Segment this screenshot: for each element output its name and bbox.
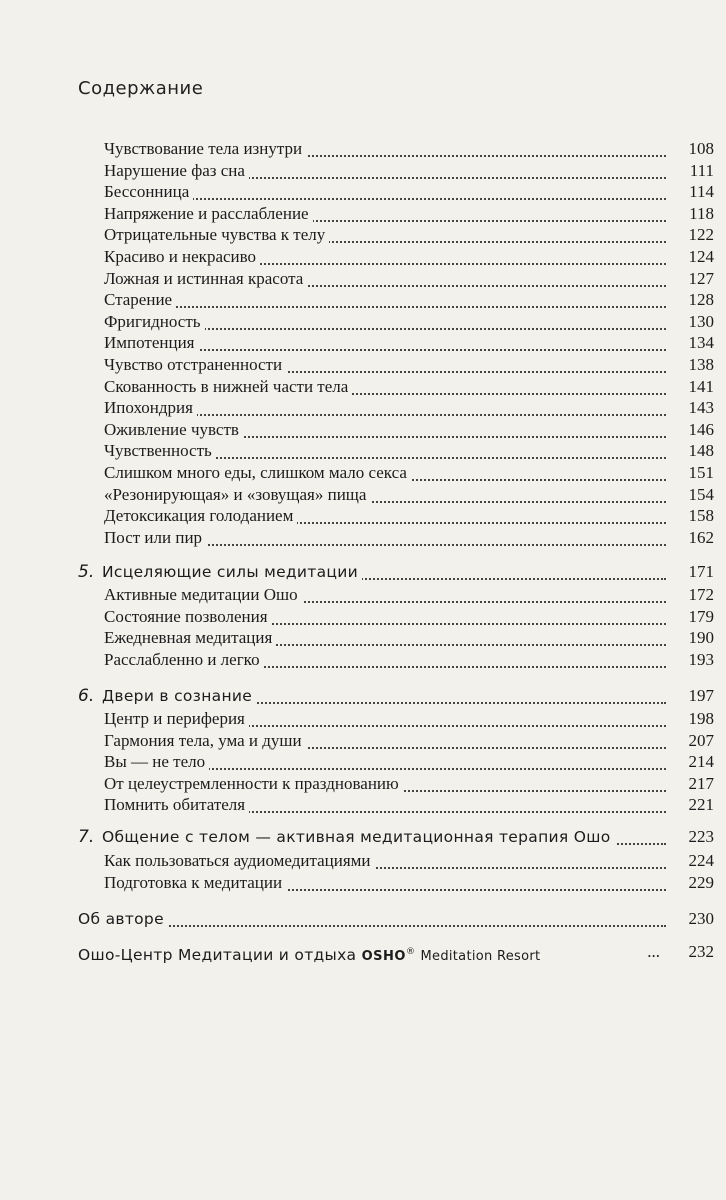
chapter-title: Общение с телом — активная медитационная терапия Ошо: [102, 826, 615, 848]
toc-entry[interactable]: [0, 794, 726, 816]
page-number: 230: [668, 908, 714, 930]
page-number: 134: [668, 332, 714, 354]
entry-title: Активные медитации Ошо: [104, 584, 302, 606]
entry-title: Детоксикация голоданием: [104, 505, 297, 527]
page-number: 127: [668, 268, 714, 290]
page-number: 128: [668, 289, 714, 311]
page-number: 179: [668, 606, 714, 628]
registered-mark: ®: [405, 947, 416, 957]
entry-title: Старение: [104, 289, 176, 311]
entry-title: Скованность в нижней части тела: [104, 376, 352, 398]
entry-title: От целеустремленности к празднованию: [104, 773, 403, 795]
entry-title: Ежедневная медитация: [104, 627, 276, 649]
entry-title: Помнить обитателя: [104, 794, 249, 816]
page-number: 224: [668, 850, 714, 872]
entry-title: Пост или пир: [104, 527, 206, 549]
entry-title: Гармония тела, ума и души: [104, 730, 306, 752]
toc-entry-resort[interactable]: [0, 941, 726, 963]
entry-title: Подготовка к медитации: [104, 872, 286, 894]
page-number: 143: [668, 397, 714, 419]
entry-title: Ложная и истинная красота: [104, 268, 307, 290]
entry-title: Расслабленно и легко: [104, 649, 264, 671]
chapter-number: 6.: [78, 686, 95, 706]
page-number: 207: [668, 730, 714, 752]
entry-title: Отрицательные чувства к телу: [104, 224, 329, 246]
osho-brand: OSHO: [361, 949, 406, 965]
chapter-title: Исцеляющие силы медитации: [102, 561, 362, 583]
page-number: 148: [668, 440, 714, 462]
page-number: 214: [668, 751, 714, 773]
entry-title: Чувство отстраненности: [104, 354, 286, 376]
page-number: 124: [668, 246, 714, 268]
page-number: 172: [668, 584, 714, 606]
page-number: 151: [668, 462, 714, 484]
toc-entry[interactable]: [0, 527, 726, 549]
entry-title: Импотенция: [104, 332, 199, 354]
page-number: 162: [668, 527, 714, 549]
resort-label: Ошо-Центр Медитации и отдыха: [78, 946, 357, 965]
entry-title: Чувствование тела изнутри: [104, 138, 306, 160]
entry-title: Как пользоваться аудиомедитациями: [104, 850, 375, 872]
page-number: 197: [668, 685, 714, 707]
entry-title: Слишком много еды, слишком мало секса: [104, 462, 411, 484]
resort-suffix: Meditation Resort: [420, 949, 541, 965]
page-number: 122: [668, 224, 714, 246]
entry-title: Об авторе: [78, 908, 168, 930]
page-number: 141: [668, 376, 714, 398]
running-header: Содержание: [78, 78, 204, 99]
page-number: 198: [668, 708, 714, 730]
entry-title: Ипохондрия: [104, 397, 197, 419]
entry-title: Оживление чувств: [104, 419, 243, 441]
entry-title: Бессонница: [104, 181, 193, 203]
page-number: 130: [668, 311, 714, 333]
page-number: 217: [668, 773, 714, 795]
page-number: 108: [668, 138, 714, 160]
page-number: 193: [668, 649, 714, 671]
page-number: 221: [668, 794, 714, 816]
page-number: 158: [668, 505, 714, 527]
page-number: 111: [668, 160, 714, 182]
chapter-number: 7.: [78, 827, 95, 847]
toc-entry[interactable]: [0, 649, 726, 671]
page-number: 146: [668, 419, 714, 441]
page-number: 190: [668, 627, 714, 649]
toc-entry[interactable]: [0, 872, 726, 894]
entry-title: Состояние позволения: [104, 606, 272, 628]
entry-title: Красиво и некрасиво: [104, 246, 260, 268]
entry-title: [78, 941, 544, 968]
page-number: 114: [668, 181, 714, 203]
page-number: 232: [668, 941, 714, 963]
page-number: 154: [668, 484, 714, 506]
entry-title: Чувственность: [104, 440, 216, 462]
entry-title: Фригидность: [104, 311, 205, 333]
entry-title: Центр и периферия: [104, 708, 249, 730]
page-number: 171: [668, 561, 714, 583]
page-number: 229: [668, 872, 714, 894]
chapter-title: Двери в сознание: [102, 685, 256, 707]
entry-title: Нарушение фаз сна: [104, 160, 249, 182]
page-number: 138: [668, 354, 714, 376]
ellipsis: ...: [647, 942, 660, 961]
entry-title: Вы — не тело: [104, 751, 209, 773]
page-number: 223: [668, 826, 714, 848]
chapter-number: 5.: [78, 562, 95, 582]
page-number: 118: [668, 203, 714, 225]
entry-title: «Резонирующая» и «зовущая» пища: [104, 484, 370, 506]
toc-entry[interactable]: [0, 908, 726, 930]
entry-title: Напряжение и расслабление: [104, 203, 313, 225]
